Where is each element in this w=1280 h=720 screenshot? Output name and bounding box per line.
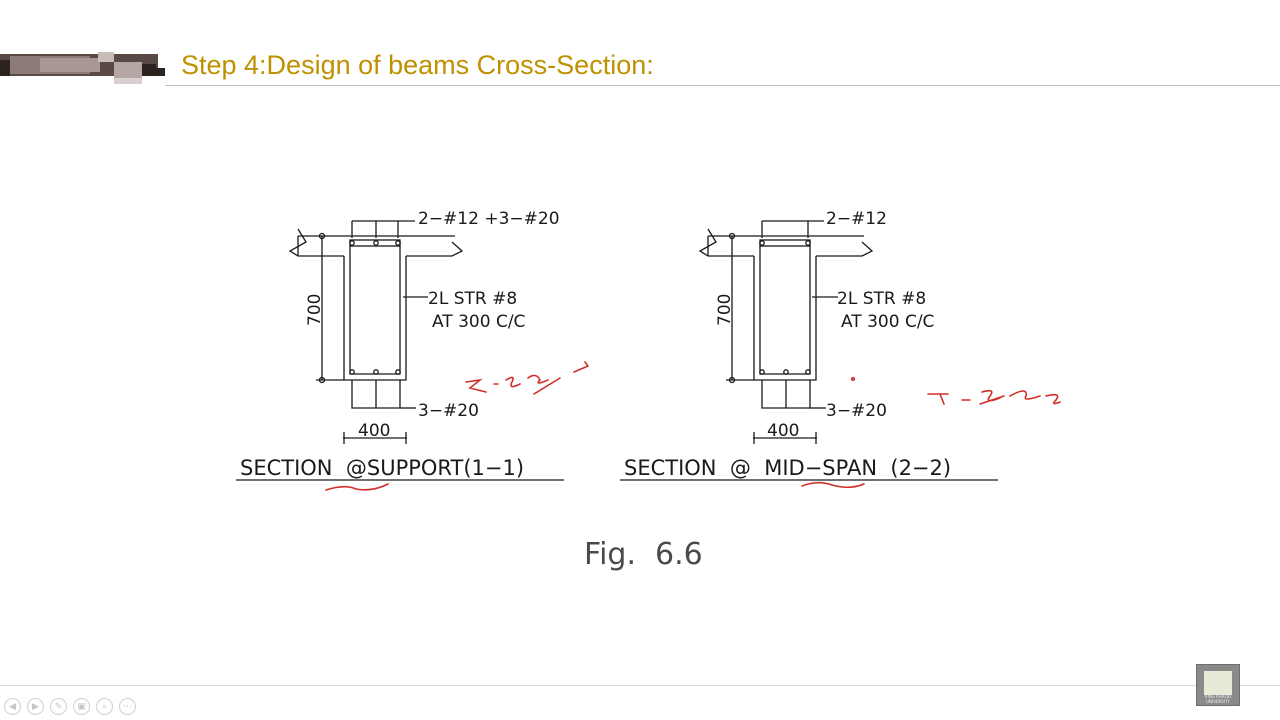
previous-icon[interactable]: ◀ [4,698,21,715]
left-stirrups-label-2: AT 300 C/C [432,312,526,332]
right-top-bars-label: 2−#12 [826,209,887,229]
footer-divider [0,685,1280,686]
university-logo [1196,664,1240,706]
figure-label: Fig. 6.6 [584,537,703,572]
zoom-icon[interactable]: ⌕ [96,698,113,715]
next-icon[interactable]: ▶ [27,698,44,715]
right-stirrups-label-1: 2L STR #8 [837,289,927,309]
pen-icon[interactable]: ✎ [50,698,67,715]
left-width-label: 400 [358,421,391,441]
left-stirrups-label-1: 2L STR #8 [428,289,518,309]
slideshow-controls [4,698,136,715]
logo-emblem [1204,671,1232,695]
right-width-label: 400 [767,421,800,441]
right-depth-label: 700 [715,293,735,326]
left-depth-label: 700 [305,293,325,326]
logo-caption: KING KHALID UNIVERSITY [1204,694,1232,704]
slide-title: Step 4:Design of beams Cross-Section: [181,50,654,80]
right-stirrups-label-2: AT 300 C/C [841,312,935,332]
slides-icon[interactable]: ▣ [73,698,90,715]
left-top-bars-label: 2−#12 +3−#20 [418,209,560,229]
more-icon[interactable]: ⋯ [119,698,136,715]
right-section-caption: SECTION @ MID−SPAN (2−2) [624,456,952,480]
left-bottom-bars-label: 3−#20 [418,401,479,421]
left-section-caption: SECTION @SUPPORT(1−1) [240,456,525,480]
right-bottom-bars-label: 3−#20 [826,401,887,421]
